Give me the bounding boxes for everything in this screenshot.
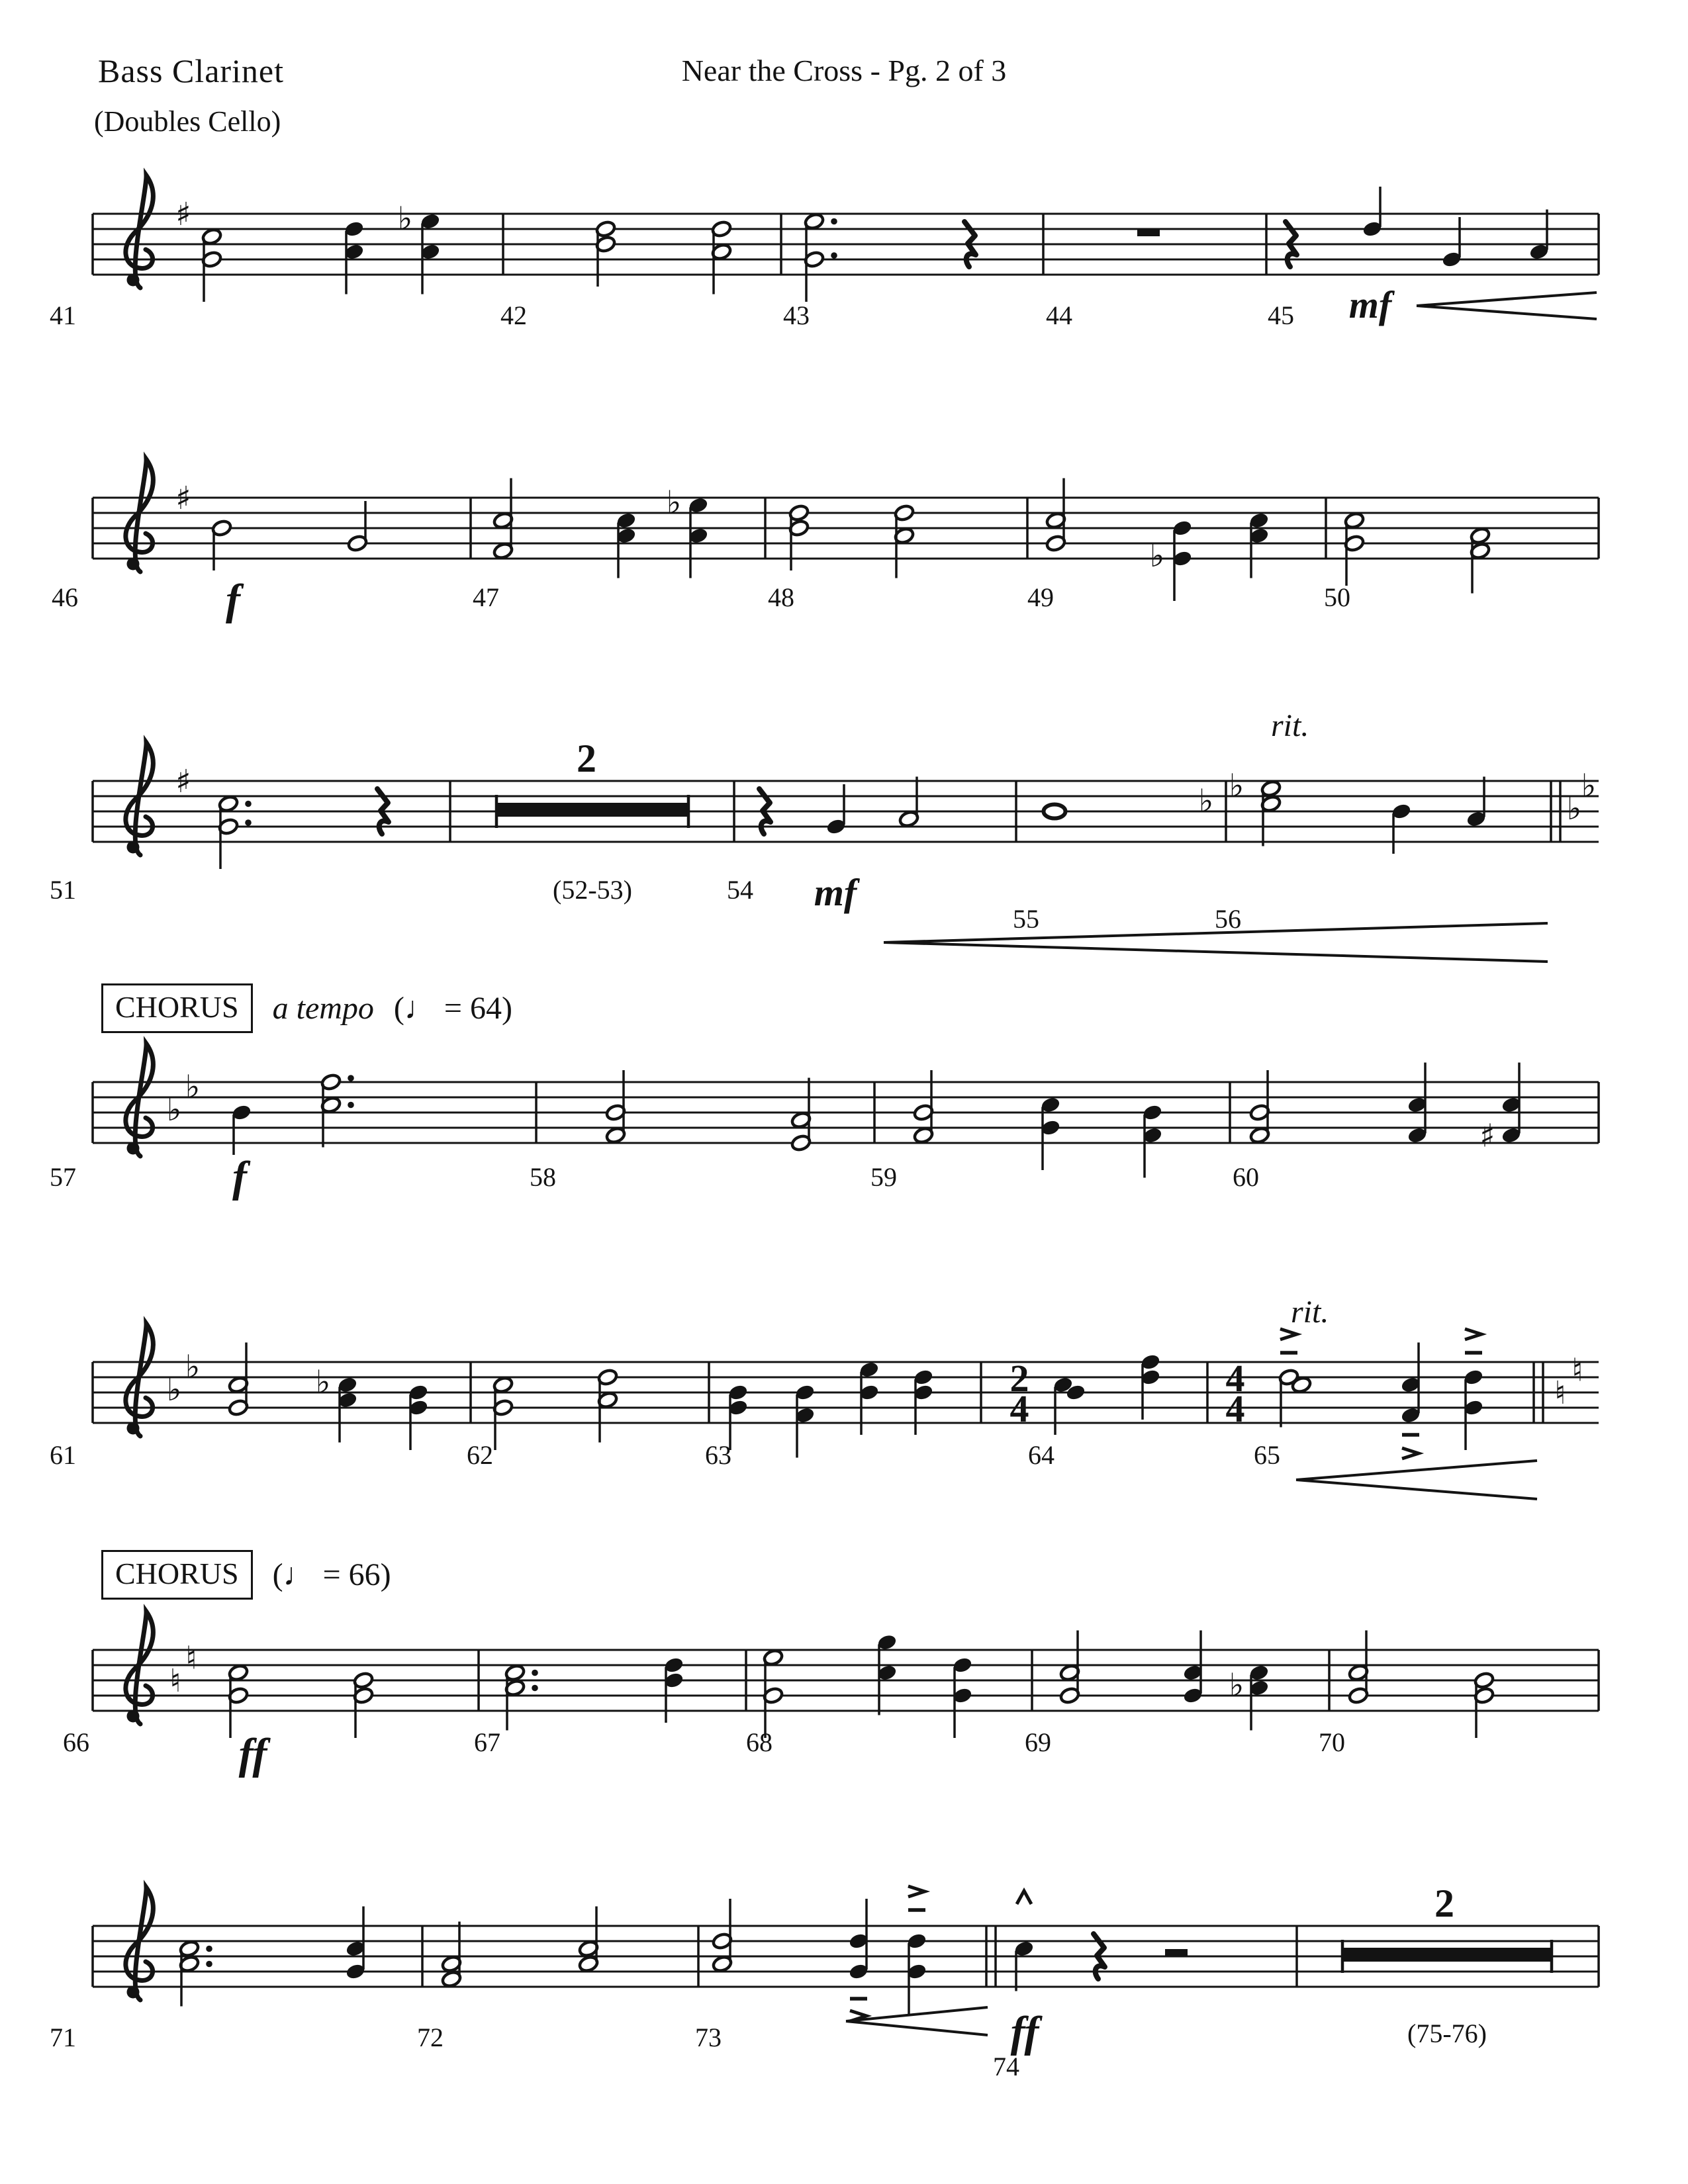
- treble-clef-icon: [127, 274, 140, 287]
- measure-number: 61: [50, 1440, 76, 1470]
- measure-number: 74: [993, 2052, 1019, 2081]
- accidental: ♭: [1149, 537, 1165, 574]
- measure-number: 55: [1013, 904, 1039, 934]
- cue-key-signature-accidental: ♮: [1554, 1375, 1566, 1412]
- multirest-count: 2: [577, 737, 596, 780]
- accidental: ♭: [666, 484, 682, 522]
- accidental: ♭: [397, 200, 413, 238]
- measure-number: (75-76): [1407, 2019, 1487, 2048]
- augmentation-dot: [245, 819, 252, 826]
- rehearsal-mark-label: CHORUS: [101, 1550, 253, 1600]
- key-signature-accidental: ♯: [175, 480, 191, 517]
- accidental: ♭: [1229, 767, 1244, 805]
- accidental: ♭: [1198, 782, 1214, 820]
- treble-clef-icon: [126, 1888, 153, 2000]
- augmentation-dot: [206, 1961, 212, 1968]
- accidental: ♭: [315, 1363, 331, 1401]
- treble-clef-icon: [126, 459, 153, 572]
- dynamic-marking: f: [226, 576, 240, 624]
- dynamic-marking: mf: [1348, 283, 1392, 326]
- multimeasure-rest-bar: [1342, 1948, 1552, 1962]
- measure-number: 57: [50, 1162, 76, 1192]
- augmentation-dot: [831, 218, 837, 225]
- treble-clef-icon: [127, 1142, 140, 1155]
- measure-number: 51: [50, 875, 76, 905]
- measure-number: 47: [473, 582, 499, 612]
- treble-clef-icon: [126, 175, 153, 288]
- measure-number: 50: [1324, 582, 1350, 612]
- treble-clef-icon: [127, 558, 140, 570]
- measure-number: 54: [727, 875, 753, 905]
- measure-number: 60: [1233, 1162, 1259, 1192]
- rehearsal-mark-label: CHORUS: [101, 983, 253, 1033]
- measure-number: 73: [695, 2023, 722, 2052]
- measure-number: 69: [1025, 1727, 1051, 1757]
- instrument-name: Bass Clarinet: [98, 52, 285, 89]
- key-signature-accidental: ♭: [166, 1091, 182, 1128]
- measure-number: 70: [1319, 1727, 1345, 1757]
- measure-number: 64: [1028, 1440, 1055, 1470]
- key-signature-accidental: ♮: [185, 1639, 197, 1677]
- time-signature: 4: [1009, 1387, 1029, 1430]
- whole-rest-icon: [1137, 229, 1160, 236]
- accent-articulation: [1280, 1329, 1297, 1340]
- accent-articulation: [1402, 1448, 1419, 1459]
- key-signature-accidental: ♭: [185, 1068, 201, 1106]
- key-signature-accidental: ♯: [175, 196, 191, 233]
- treble-clef-icon: [126, 1612, 153, 1724]
- crescendo-hairpin: [1296, 1461, 1537, 1480]
- augmentation-dot: [206, 1946, 212, 1952]
- treble-clef-icon: [126, 1044, 153, 1156]
- rehearsal-mark-block: [101, 983, 512, 1033]
- accent-articulation: [1465, 1329, 1481, 1340]
- augmentation-dot: [348, 1075, 354, 1081]
- measure-number: 62: [467, 1440, 493, 1470]
- crescendo-hairpin: [1296, 1480, 1537, 1499]
- augmentation-dot: [532, 1670, 538, 1676]
- measure-number: (52-53): [553, 875, 632, 905]
- measure-number: 56: [1215, 904, 1241, 934]
- time-signature: 2: [1009, 1357, 1029, 1400]
- key-signature-accidental: ♯: [175, 763, 191, 800]
- measure-number: 67: [474, 1727, 500, 1757]
- tempo-text: rit.: [1271, 708, 1309, 743]
- crescendo-hairpin: [846, 2007, 988, 2021]
- marcato-articulation: [1017, 1891, 1031, 1904]
- augmentation-dot: [245, 801, 252, 807]
- measure-number: 43: [783, 300, 810, 330]
- crescendo-hairpin: [846, 2021, 988, 2035]
- measure-number: 49: [1027, 582, 1054, 612]
- measure-number: 58: [530, 1162, 556, 1192]
- multimeasure-rest-bar: [496, 803, 688, 817]
- measure-number: 63: [705, 1440, 731, 1470]
- dynamic-marking: ff: [1010, 2008, 1039, 2056]
- key-signature-accidental: ♭: [166, 1371, 182, 1408]
- key-signature-accidental: ♭: [185, 1348, 201, 1386]
- time-signature: 4: [1225, 1357, 1245, 1400]
- cue-key-signature-accidental: ♭: [1566, 790, 1582, 827]
- treble-clef-icon: [127, 841, 140, 854]
- treble-clef-icon: [127, 1422, 140, 1435]
- accent-articulation: [908, 1886, 925, 1897]
- measure-number: 68: [746, 1727, 773, 1757]
- measure-number: 59: [870, 1162, 897, 1192]
- treble-clef-icon: [126, 743, 153, 855]
- measure-number: 44: [1046, 300, 1072, 330]
- measure-number: 46: [52, 582, 78, 612]
- notehead: [1044, 805, 1066, 819]
- treble-clef-icon: [127, 1710, 140, 1723]
- augmentation-dot: [532, 1685, 538, 1692]
- augmentation-dot: [348, 1102, 354, 1109]
- measure-number: 45: [1268, 300, 1294, 330]
- dynamic-marking: f: [232, 1153, 247, 1201]
- half-rest-icon: [1165, 1949, 1188, 1956]
- treble-clef-icon: [127, 1986, 140, 1999]
- treble-clef-icon: [126, 1324, 153, 1436]
- measure-number: 66: [63, 1727, 89, 1757]
- page-title: Near the Cross - Pg. 2 of 3: [681, 54, 1007, 87]
- measure-number: 48: [768, 582, 794, 612]
- dynamic-marking: ff: [238, 1730, 267, 1778]
- crescendo-hairpin: [1417, 306, 1597, 319]
- time-signature: 4: [1225, 1387, 1245, 1430]
- metronome-marking: (♩ = 64): [393, 991, 512, 1026]
- augmentation-dot: [831, 252, 837, 259]
- measure-number: 71: [50, 2023, 76, 2052]
- cue-key-signature-accidental: ♮: [1571, 1351, 1583, 1389]
- accidental: ♭: [1229, 1666, 1244, 1704]
- multirest-count: 2: [1434, 1882, 1454, 1925]
- tempo-qualifier: a tempo: [272, 991, 374, 1026]
- tempo-text: rit.: [1291, 1295, 1329, 1330]
- measure-number: 41: [50, 300, 76, 330]
- dynamic-marking: mf: [814, 871, 857, 914]
- cue-key-signature-accidental: ♭: [1581, 767, 1597, 805]
- key-signature-accidental: ♮: [169, 1662, 181, 1700]
- accidental: ♯: [1479, 1117, 1495, 1155]
- measure-number: 65: [1254, 1440, 1280, 1470]
- metronome-marking: (♩ = 66): [272, 1557, 391, 1592]
- instrument-subtitle: (Doubles Cello): [94, 105, 281, 138]
- crescendo-hairpin: [884, 942, 1548, 962]
- measure-number: 42: [500, 300, 527, 330]
- crescendo-hairpin: [1417, 293, 1597, 306]
- rehearsal-mark-block: [101, 1550, 391, 1600]
- measure-number: 72: [417, 2023, 444, 2052]
